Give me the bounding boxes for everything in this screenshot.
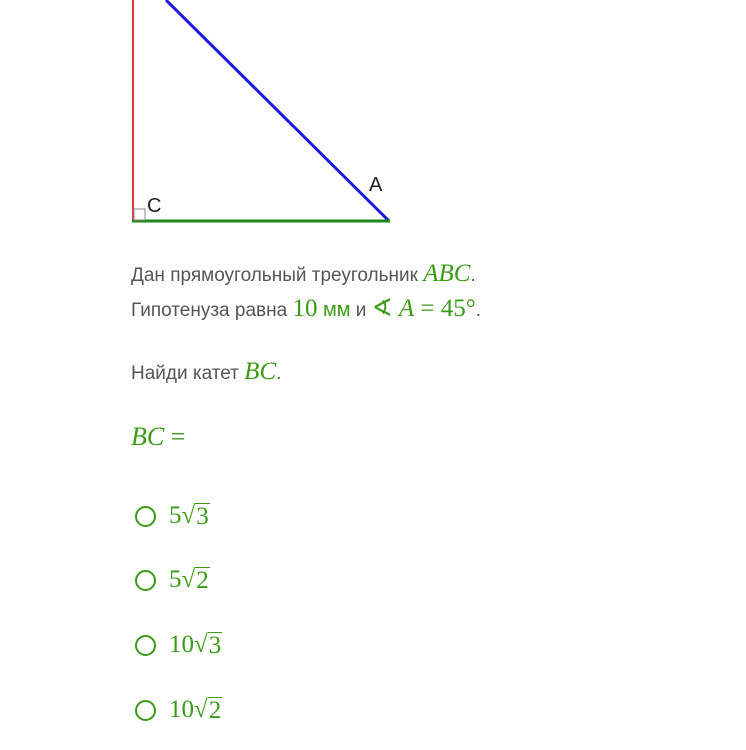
punctuation: .: [276, 363, 282, 384]
answer-option-4[interactable]: [135, 696, 222, 724]
sqrt-icon: √: [181, 502, 196, 529]
radio-button[interactable]: [135, 700, 156, 721]
punctuation: .: [475, 300, 482, 321]
problem-question: [131, 358, 281, 386]
option-value: [169, 631, 222, 659]
problem-text-and: и: [350, 300, 372, 321]
answer-eq: =: [164, 422, 186, 451]
option-radicand: 3: [208, 632, 222, 659]
triangle-figure: [0, 0, 746, 250]
sqrt-icon: √: [181, 566, 196, 593]
option-coef: 10: [169, 696, 194, 723]
hypotenuse-value: 10: [292, 295, 318, 322]
radio-button[interactable]: [135, 635, 156, 656]
option-coef: 5: [169, 502, 182, 529]
answer-option-3[interactable]: [135, 631, 222, 659]
sqrt-icon: √: [194, 696, 208, 723]
option-value: [169, 566, 210, 594]
radio-button[interactable]: [135, 506, 156, 527]
radio-button[interactable]: [135, 570, 156, 591]
problem-statement-line-2: [131, 293, 481, 323]
angle-var: A: [398, 295, 415, 322]
problem-statement-line-1: [131, 260, 476, 288]
problem-text: Найди катет: [131, 363, 245, 384]
punctuation: .: [470, 265, 476, 286]
hypotenuse-unit: мм: [323, 299, 351, 321]
hypotenuse-ab: [166, 0, 389, 221]
option-radicand: 2: [208, 697, 222, 724]
answer-prompt: [131, 422, 185, 452]
option-radicand: 2: [196, 567, 209, 594]
vertex-label-a: A: [369, 174, 383, 196]
angle-value: = 45°: [414, 295, 476, 322]
option-value: [169, 696, 222, 724]
option-coef: 10: [169, 631, 194, 658]
problem-text: Дан прямоугольный треугольник: [131, 265, 424, 286]
right-angle-marker: [134, 209, 145, 220]
answer-option-2[interactable]: [135, 566, 210, 594]
triangle-name: ABC: [423, 260, 471, 287]
option-radicand: 3: [196, 503, 209, 530]
answer-option-1[interactable]: [135, 502, 210, 530]
answer-var: BC: [131, 422, 165, 451]
option-coef: 5: [169, 566, 182, 593]
leg-name: BC: [244, 358, 277, 385]
angle-symbol: ∢: [371, 295, 393, 322]
problem-text: Гипотенуза равна: [131, 300, 293, 321]
sqrt-icon: √: [194, 631, 208, 658]
option-value: [169, 502, 210, 530]
vertex-label-c: C: [147, 195, 162, 217]
